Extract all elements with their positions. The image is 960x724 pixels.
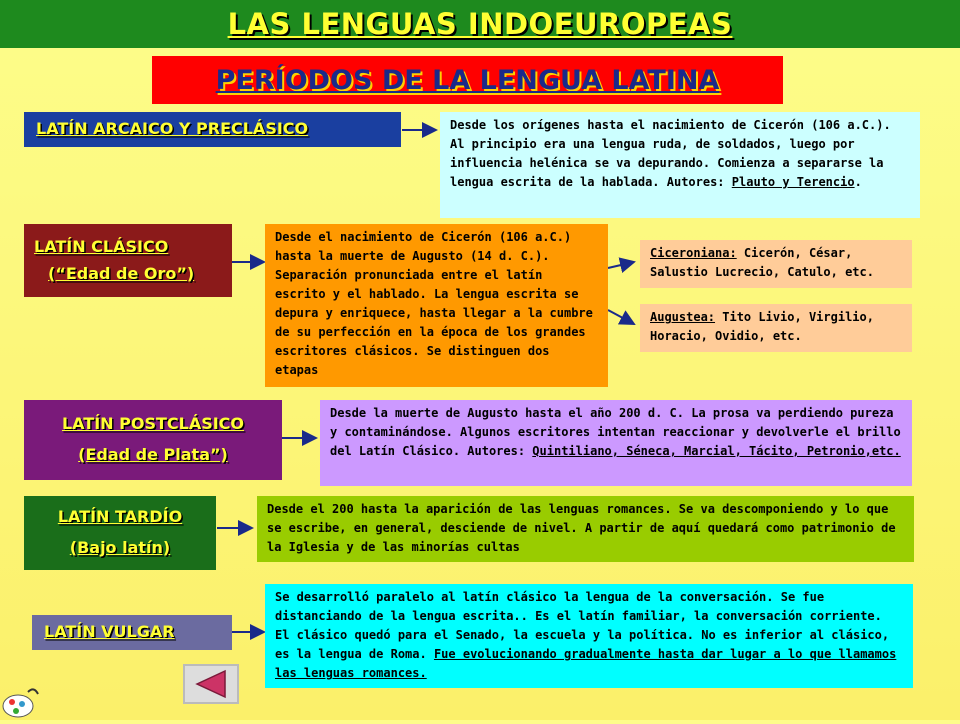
- stage-augustea-text: Tito Livio, Virgilio, Horacio, Ovidio, etc.: [650, 310, 874, 343]
- label-classic-line2: (“Edad de Oro”): [48, 263, 195, 283]
- stage-ciceroniana-text: Cicerón, César, Salustio Lucrecio, Catulo, etc.: [650, 246, 874, 279]
- label-classic: [24, 224, 232, 297]
- label-archaic-text: LATÍN ARCAICO Y PRECLÁSICO: [36, 119, 309, 139]
- label-late-line2: (Bajo latín): [69, 538, 171, 557]
- label-postclassic-line1: LATÍN POSTCLÁSICO: [61, 414, 245, 434]
- stage-augustea-name: Augustea:: [650, 310, 716, 324]
- stage-ciceroniana: [640, 240, 912, 288]
- page-title: LAS LENGUAS INDOEUROPEAS: [227, 7, 733, 41]
- desc-late: [257, 496, 914, 562]
- logo-icon: [0, 678, 40, 720]
- subtitle: PERÍODOS DE LA LENGUA LATINA: [215, 64, 720, 96]
- label-postclassic: [24, 400, 282, 480]
- desc-vulgar-text: Se desarrolló paralelo al latín clásico la lengua de la conversación. Se fue distanciando de la lengua escrita.. Es el latín familiar, la conversación corriente. El clásico quedó para el Senado, la escuela y la política. No es inferior al clásico, es la lengua de Roma.: [275, 590, 890, 661]
- label-vulgar-text: LATÍN VULGAR: [44, 622, 175, 642]
- stage-ciceroniana-name: Ciceroniana:: [650, 246, 737, 260]
- arrow-stage-1: [608, 262, 634, 268]
- label-late: [24, 496, 216, 570]
- desc-classic: [265, 224, 608, 387]
- desc-postclassic-text: Desde la muerte de Augusto hasta el año 200 d. C. La prosa va perdiendo pureza y contaminándose. Algunos escritores intentan reaccionar y devolverle el brillo del Latín Clásico. Autores:: [330, 406, 901, 458]
- desc-late-text: Desde el 200 hasta la aparición de las lenguas romances. Se va descomponiendo y lo que se escribe, en general, desciende de nivel. A partir de aquí quedará como patrimonio de la Iglesia y de las minorías cultas: [267, 502, 896, 554]
- stage-augustea: [640, 304, 912, 352]
- back-triangle-icon: [185, 666, 237, 702]
- back-button[interactable]: [183, 664, 239, 704]
- logo: [0, 678, 40, 720]
- desc-archaic-authors: Plauto y Terencio: [731, 175, 855, 189]
- label-postclassic-line2: (Edad de Plata”): [78, 445, 228, 464]
- desc-classic-text: Desde el nacimiento de Cicerón (106 a.C.) hasta la muerte de Augusto (14 d. C.). Separación pronunciada entre el latín escrito y el hablado. La lengua escrita se depura y enriquece, hasta llegar a la cumbre de su perfección en la época de los grandes escritores clásicos. Se distinguen dos etapas: [275, 230, 593, 377]
- desc-archaic-text: Desde los orígenes hasta el nacimiento de Cicerón (106 a.C.). Al principio era una lengua ruda, de soldados, luego por influencia helénica se va depurando. Comienza a separarse la lengua escrita de la hablada. Autores:: [450, 118, 891, 189]
- desc-vulgar: [265, 584, 913, 688]
- desc-archaic-end: .: [854, 175, 862, 189]
- label-archaic: [24, 112, 401, 147]
- label-vulgar: [32, 615, 232, 650]
- desc-postclassic: [320, 400, 912, 486]
- desc-postclassic-authors: Quintiliano, Séneca, Marcial, Tácito, Petronio,etc.: [532, 444, 901, 458]
- label-classic-line1: LATÍN CLÁSICO: [34, 236, 169, 256]
- arrow-stage-2: [608, 310, 634, 324]
- desc-vulgar-link: Fue evolucionando gradualmente hasta dar lugar a lo que llamamos las lenguas romances.: [275, 647, 897, 680]
- label-late-line1: LATÍN TARDÍO: [57, 507, 183, 527]
- desc-archaic: [440, 112, 920, 218]
